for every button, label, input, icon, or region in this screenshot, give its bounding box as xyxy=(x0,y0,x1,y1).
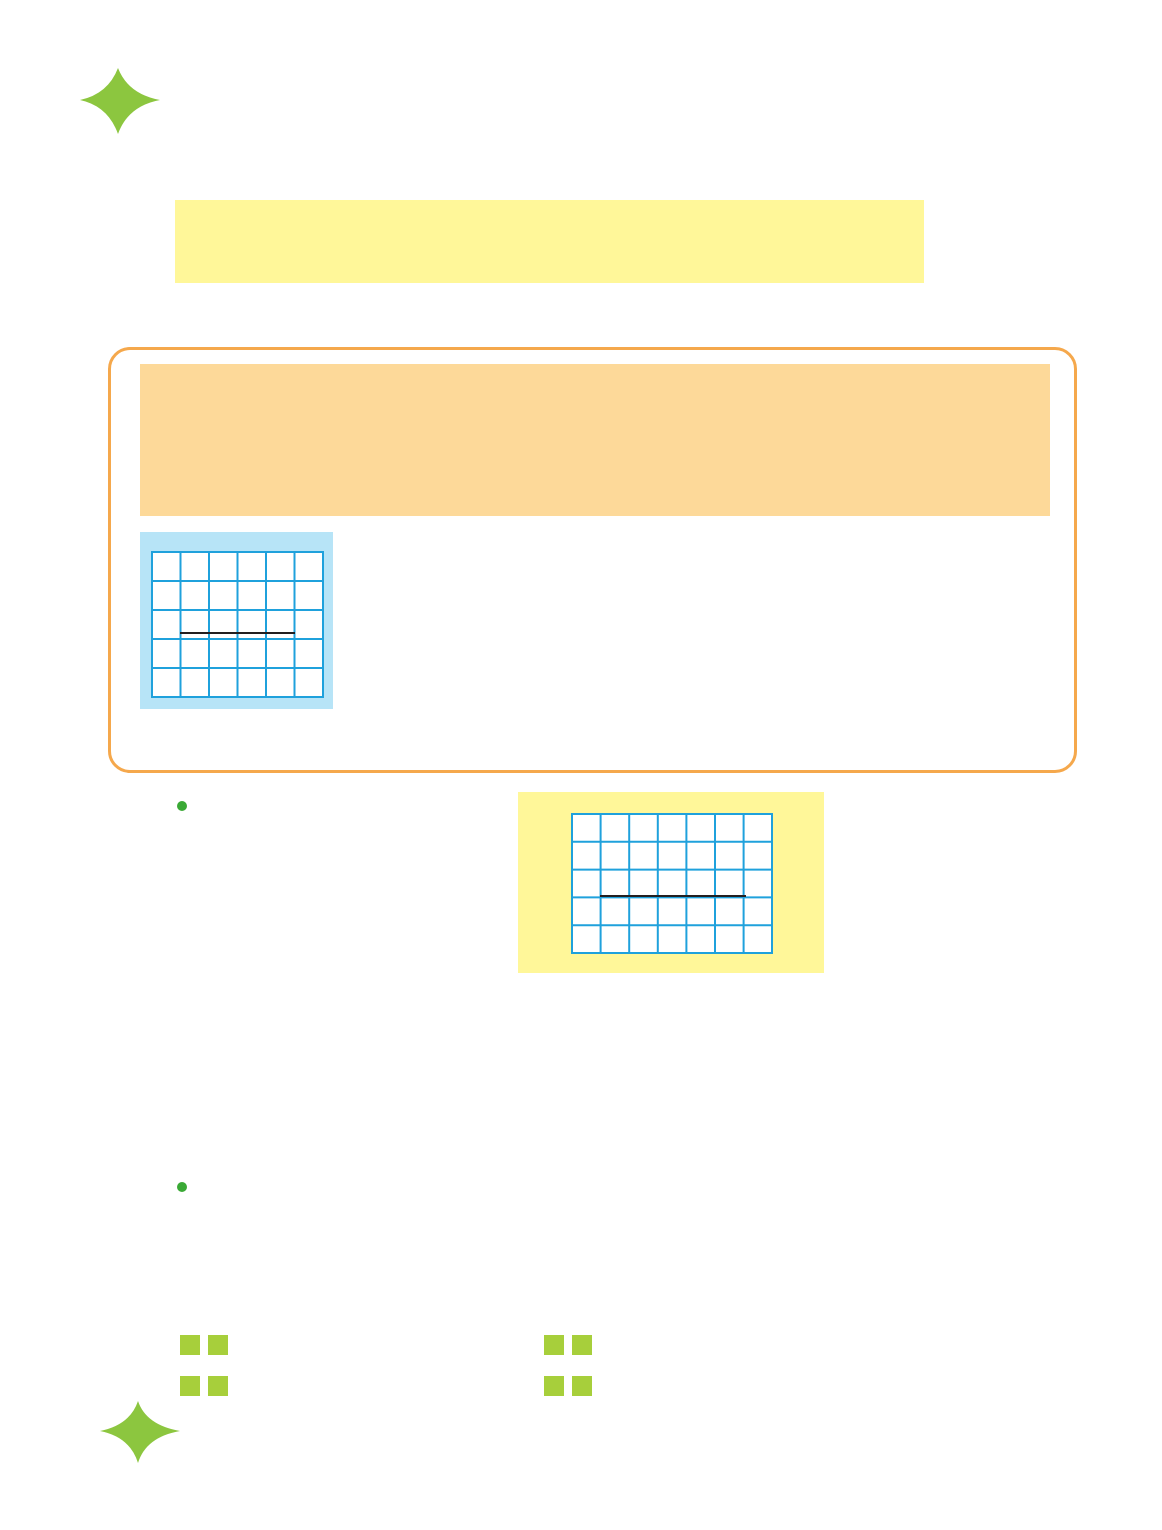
rule-box xyxy=(140,364,1050,516)
answer-box[interactable] xyxy=(544,1335,564,1355)
answer-box[interactable] xyxy=(180,1376,200,1396)
ex631-row1-left xyxy=(176,1329,232,1363)
answer-box[interactable] xyxy=(572,1376,592,1396)
green-star-icon xyxy=(80,68,160,134)
ex631-row1-right xyxy=(540,1329,596,1363)
answer-box[interactable] xyxy=(208,1376,228,1396)
top-border-decoration xyxy=(0,60,1162,140)
answer-box[interactable] xyxy=(180,1335,200,1355)
bullet-dot xyxy=(177,801,187,811)
bullet-dot xyxy=(177,1182,187,1192)
page-number-decoration xyxy=(0,1395,200,1470)
calc-grid-2900x5 xyxy=(518,792,824,973)
answer-box[interactable] xyxy=(208,1335,228,1355)
ex631-row2-right xyxy=(540,1370,596,1404)
answer-box[interactable] xyxy=(544,1376,564,1396)
green-star-icon xyxy=(100,1401,180,1463)
calc-grid-730x4 xyxy=(140,532,333,709)
exercise-626-box xyxy=(175,200,924,283)
answer-box[interactable] xyxy=(572,1335,592,1355)
